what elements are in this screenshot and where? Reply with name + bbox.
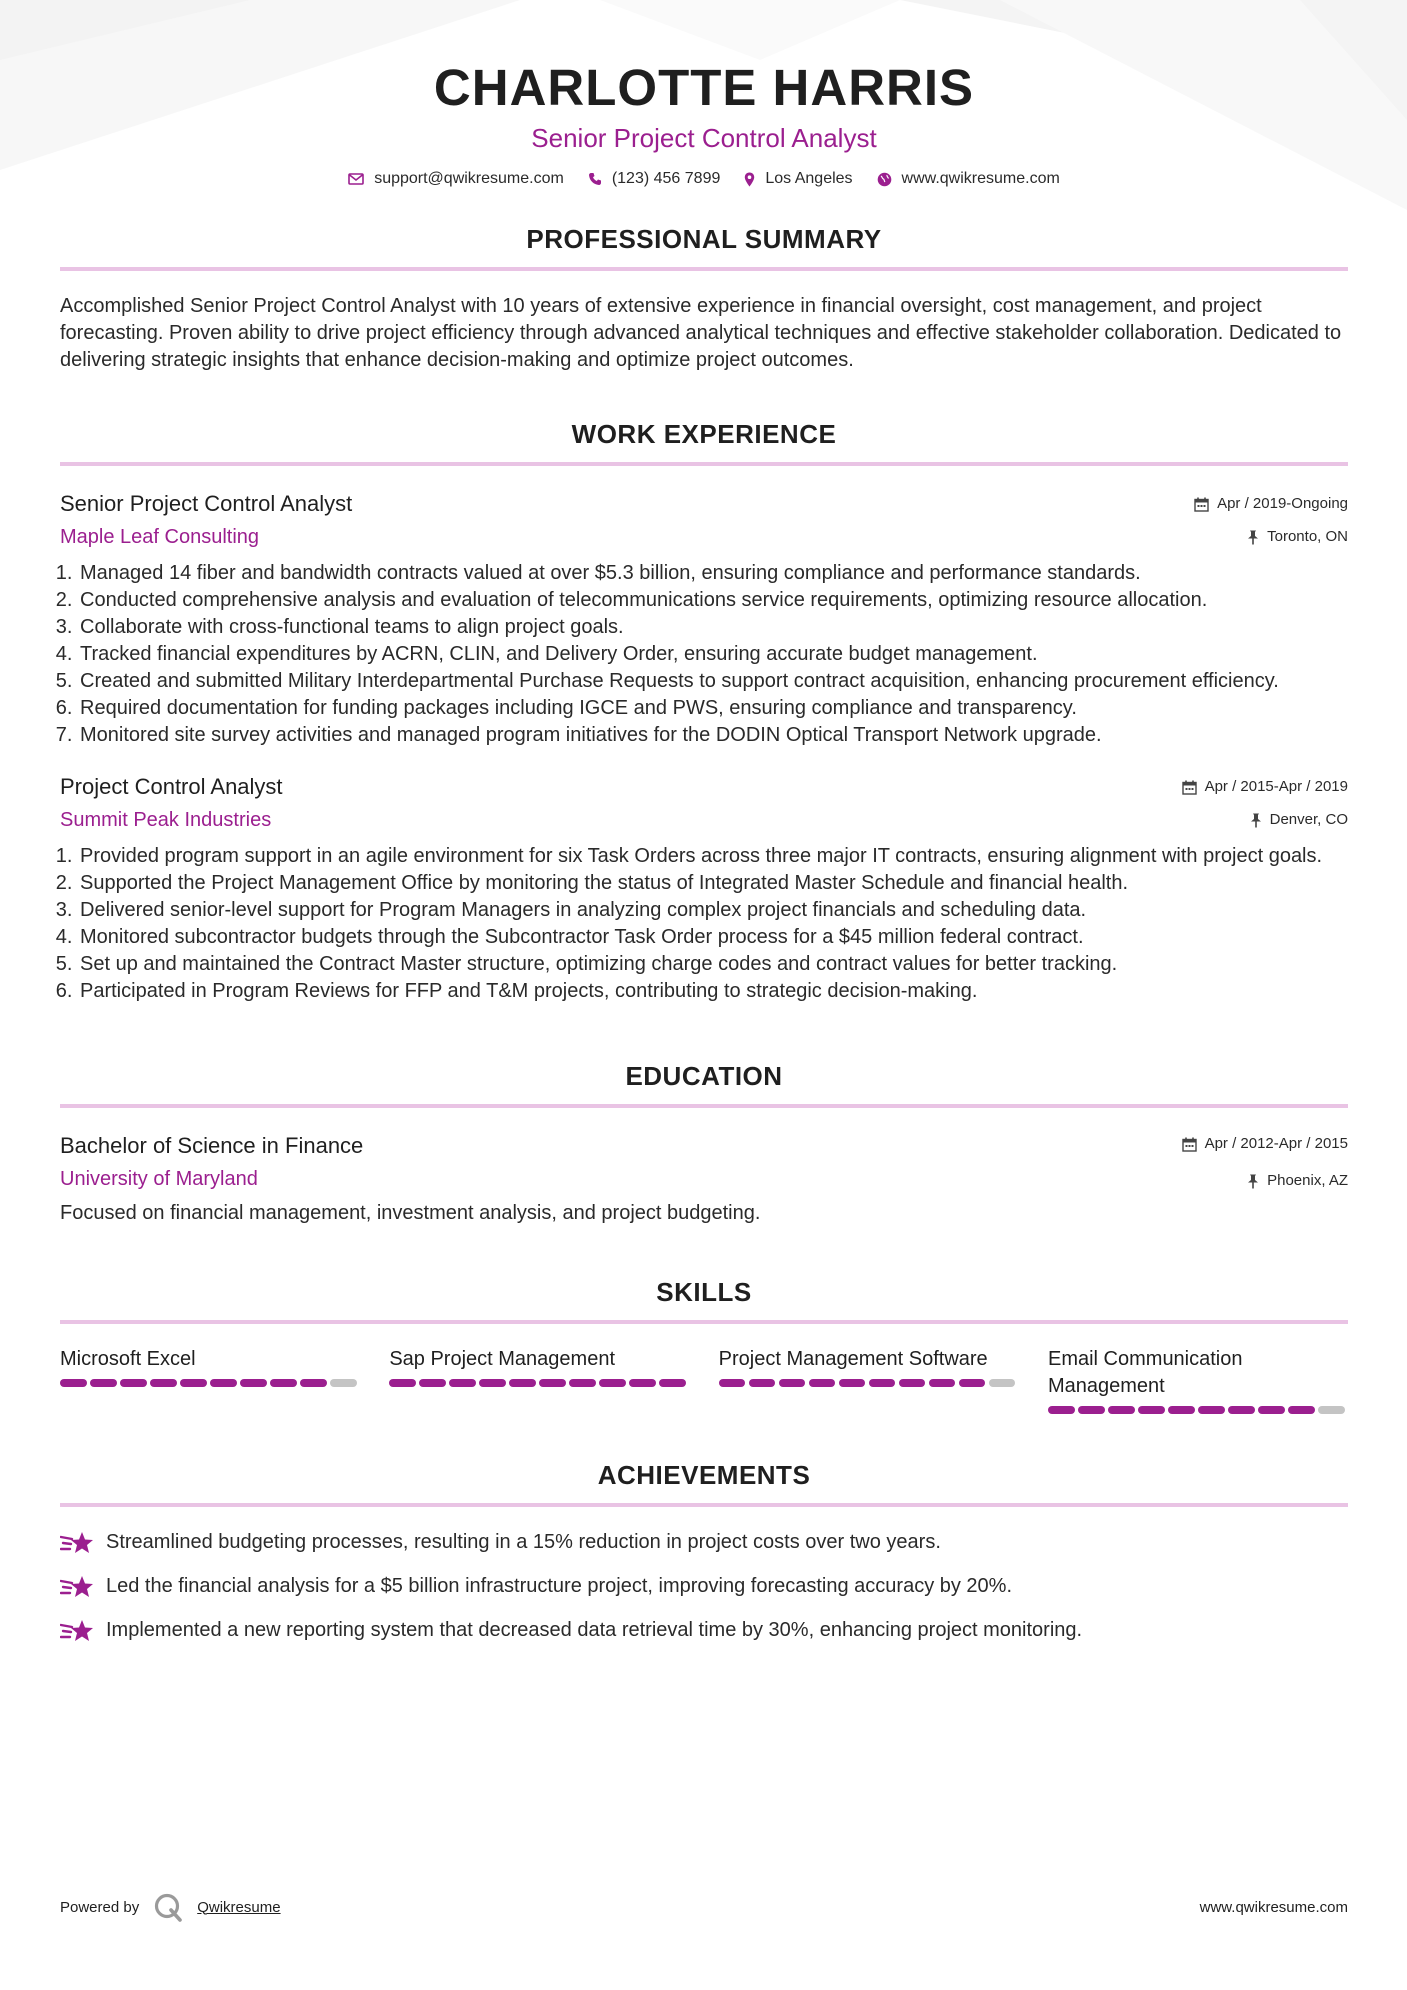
education-section: [60, 1061, 1348, 1227]
skill-name: Project Management Software: [718, 1348, 988, 1370]
map-pin-icon: [744, 172, 755, 187]
skill-segment-filled: [839, 1379, 866, 1387]
experience-heading: WORK EXPERIENCE: [60, 419, 1348, 466]
contact-location: [744, 170, 852, 188]
contact-email-text: support@qwikresume.com: [374, 170, 564, 187]
resume-header: [60, 0, 1348, 188]
skill-level-bar: [719, 1379, 1019, 1387]
education-heading: EDUCATION: [60, 1061, 1348, 1108]
qwikresume-logo-icon: [153, 1892, 183, 1922]
powered-by-label: Powered by: [60, 1898, 140, 1916]
job-company: Summit Peak Industries: [60, 809, 272, 831]
skill-segment-filled: [240, 1379, 267, 1387]
skill-segment-filled: [809, 1379, 836, 1387]
contact-website-text: www.qwikresume.com: [901, 170, 1060, 187]
skill-segment-empty: [989, 1379, 1016, 1387]
experience-section: [60, 419, 1348, 1005]
shooting-star-icon: [60, 1574, 94, 1600]
skill-segment-filled: [629, 1379, 656, 1387]
skill-segment-filled: [1228, 1406, 1255, 1414]
skill-segment-filled: [869, 1379, 896, 1387]
contact-location-text: Los Angeles: [765, 170, 853, 187]
achievement-text: Implemented a new reporting system that decreased data retrieval time by 30%, enhancing project monitoring.: [106, 1619, 1083, 1641]
list-item: 5. Set up and maintained the Contract Master structure, optimizing charge codes and contract values for better tracking.: [78, 951, 1348, 978]
skill-segment-filled: [210, 1379, 237, 1387]
summary-text: Accomplished Senior Project Control Analyst with 10 years of extensive experience in financial oversight, cost management, and project forecasting. Proven ability to drive project efficiency through advanced analytical techniques and effective stakeholder collaboration. Dedicated to delivering strategic insights that enhance decision-making and optimize project outcomes.: [60, 295, 1342, 371]
skill-segment-filled: [929, 1379, 956, 1387]
degree: Bachelor of Science in Finance: [60, 1133, 364, 1158]
skill-segment-empty: [330, 1379, 357, 1387]
list-item: 2. Conducted comprehensive analysis and evaluation of telecommunications service requirements, optimizing resource allocation.: [78, 587, 1348, 614]
achievements-list: [60, 1529, 1348, 1644]
skill-segment-filled: [270, 1379, 297, 1387]
globe-icon: [877, 172, 892, 187]
job-location: Toronto, ON: [1267, 528, 1348, 545]
job-entry: [60, 773, 1348, 1005]
skill-name: Email Communication Management: [1047, 1348, 1243, 1397]
skill-segment-filled: [419, 1379, 446, 1387]
skill-segment-filled: [1288, 1406, 1315, 1414]
skill-name: Sap Project Management: [389, 1348, 616, 1370]
list-item: 4. Monitored subcontractor budgets through the Subcontractor Task Order process for a $45 million federal contract.: [78, 924, 1348, 951]
shooting-star-icon: [60, 1530, 94, 1556]
education-dates: Apr / 2012-Apr / 2015: [1204, 1135, 1348, 1152]
qwikresume-link[interactable]: Qwikresume: [197, 1898, 281, 1916]
education-entry: [60, 1132, 1348, 1227]
skill-level-bar: [60, 1379, 360, 1387]
job-bullets: [60, 560, 1348, 749]
skill-segment-filled: [539, 1379, 566, 1387]
list-item: 1. Managed 14 fiber and bandwidth contracts valued at over $5.3 billion, ensuring compliance and performance standards.: [78, 560, 1348, 587]
pushpin-icon: [1247, 530, 1259, 545]
skill-segment-filled: [479, 1379, 506, 1387]
skill-segment-filled: [899, 1379, 926, 1387]
job-dates: Apr / 2015-Apr / 2019: [1204, 778, 1348, 795]
skill-segment-filled: [779, 1379, 806, 1387]
skill-segment-filled: [90, 1379, 117, 1387]
list-item: 1. Provided program support in an agile environment for six Task Orders across three major IT contracts, ensuring alignment with project goals.: [78, 843, 1348, 870]
skills-grid: [60, 1346, 1348, 1414]
summary-heading: PROFESSIONAL SUMMARY: [60, 224, 1348, 271]
skill-segment-filled: [180, 1379, 207, 1387]
skills-section: [60, 1277, 1348, 1414]
footer-website[interactable]: www.qwikresume.com: [1199, 1898, 1348, 1916]
job-entry: [60, 490, 1348, 749]
job-role: Senior Project Control Analyst: [60, 491, 353, 516]
envelope-icon: [348, 173, 364, 185]
contact-phone-text: (123) 456 7899: [611, 170, 721, 187]
skill-level-bar: [389, 1379, 689, 1387]
summary-section: [60, 224, 1348, 374]
skill-segment-filled: [389, 1379, 416, 1387]
skill-item: [1048, 1346, 1348, 1414]
skill-segment-filled: [1078, 1406, 1105, 1414]
skill-segment-filled: [60, 1379, 87, 1387]
list-item: 6. Required documentation for funding packages including IGCE and PWS, ensuring compliance and transparency.: [78, 695, 1348, 722]
resume-page: [60, 0, 1348, 1644]
job-role: Project Control Analyst: [60, 774, 283, 799]
achievements-heading: ACHIEVEMENTS: [60, 1460, 1348, 1507]
skill-item: [60, 1346, 360, 1414]
candidate-name: CHARLOTTE HARRIS: [433, 59, 975, 116]
achievement-item: [60, 1573, 1348, 1600]
skill-segment-filled: [1138, 1406, 1165, 1414]
education-description: Focused on financial management, investment analysis, and project budgeting.: [60, 1202, 761, 1224]
contact-bar: [60, 170, 1348, 188]
job-bullets: [60, 843, 1348, 1005]
skill-segment-filled: [509, 1379, 536, 1387]
skill-segment-filled: [959, 1379, 986, 1387]
skill-segment-filled: [150, 1379, 177, 1387]
skill-segment-filled: [300, 1379, 327, 1387]
job-dates: Apr / 2019-Ongoing: [1217, 495, 1348, 512]
list-item: 7. Monitored site survey activities and managed program initiatives for the DODIN Optical Transport Network upgrade.: [78, 722, 1348, 749]
skill-segment-filled: [1198, 1406, 1225, 1414]
calendar-icon: [1182, 780, 1197, 795]
skill-item: [719, 1346, 1019, 1414]
skill-name: Microsoft Excel: [60, 1348, 196, 1370]
phone-icon: [588, 172, 602, 186]
skill-segment-filled: [1258, 1406, 1285, 1414]
education-location: Phoenix, AZ: [1267, 1172, 1348, 1189]
calendar-icon: [1194, 497, 1209, 512]
skill-item: [389, 1346, 689, 1414]
candidate-title: Senior Project Control Analyst: [531, 123, 877, 153]
list-item: 5. Created and submitted Military Interdepartmental Purchase Requests to support contract acquisition, enhancing procurement efficiency.: [78, 668, 1348, 695]
shooting-star-icon: [60, 1618, 94, 1644]
page-footer: [60, 1892, 1348, 1922]
list-item: 3. Collaborate with cross-functional teams to align project goals.: [78, 614, 1348, 641]
skill-segment-filled: [1048, 1406, 1075, 1414]
school: University of Maryland: [60, 1168, 258, 1190]
skill-segment-filled: [120, 1379, 147, 1387]
pushpin-icon: [1247, 1174, 1259, 1189]
skills-heading: SKILLS: [60, 1277, 1348, 1324]
job-company: Maple Leaf Consulting: [60, 526, 260, 548]
skill-level-bar: [1048, 1406, 1348, 1414]
list-item: 2. Supported the Project Management Office by monitoring the status of Integrated Master Schedule and financial health.: [78, 870, 1348, 897]
list-item: 3. Delivered senior-level support for Program Managers in analyzing complex project financials and scheduling data.: [78, 897, 1348, 924]
achievement-item: [60, 1617, 1348, 1644]
skill-segment-filled: [1108, 1406, 1135, 1414]
calendar-icon: [1182, 1137, 1197, 1152]
list-item: 4. Tracked financial expenditures by ACRN, CLIN, and Delivery Order, ensuring accurate budget management.: [78, 641, 1348, 668]
list-item: 6. Participated in Program Reviews for FFP and T&M projects, contributing to strategic decision-making.: [78, 978, 1348, 1005]
skill-segment-filled: [659, 1379, 686, 1387]
skill-segment-filled: [1168, 1406, 1195, 1414]
achievement-text: Led the financial analysis for a $5 billion infrastructure project, improving forecasting accuracy by 20%.: [106, 1575, 1013, 1597]
skill-segment-filled: [569, 1379, 596, 1387]
achievement-text: Streamlined budgeting processes, resulting in a 15% reduction in project costs over two years.: [106, 1531, 941, 1553]
skill-segment-filled: [749, 1379, 776, 1387]
job-location: Denver, CO: [1269, 811, 1348, 828]
pushpin-icon: [1250, 813, 1262, 828]
achievement-item: [60, 1529, 1348, 1556]
skill-segment-filled: [449, 1379, 476, 1387]
skill-segment-filled: [599, 1379, 626, 1387]
skill-segment-filled: [719, 1379, 746, 1387]
contact-phone[interactable]: [588, 170, 721, 188]
contact-email[interactable]: [348, 170, 564, 188]
contact-website[interactable]: [877, 170, 1060, 188]
achievements-section: [60, 1460, 1348, 1644]
skill-segment-empty: [1318, 1406, 1345, 1414]
